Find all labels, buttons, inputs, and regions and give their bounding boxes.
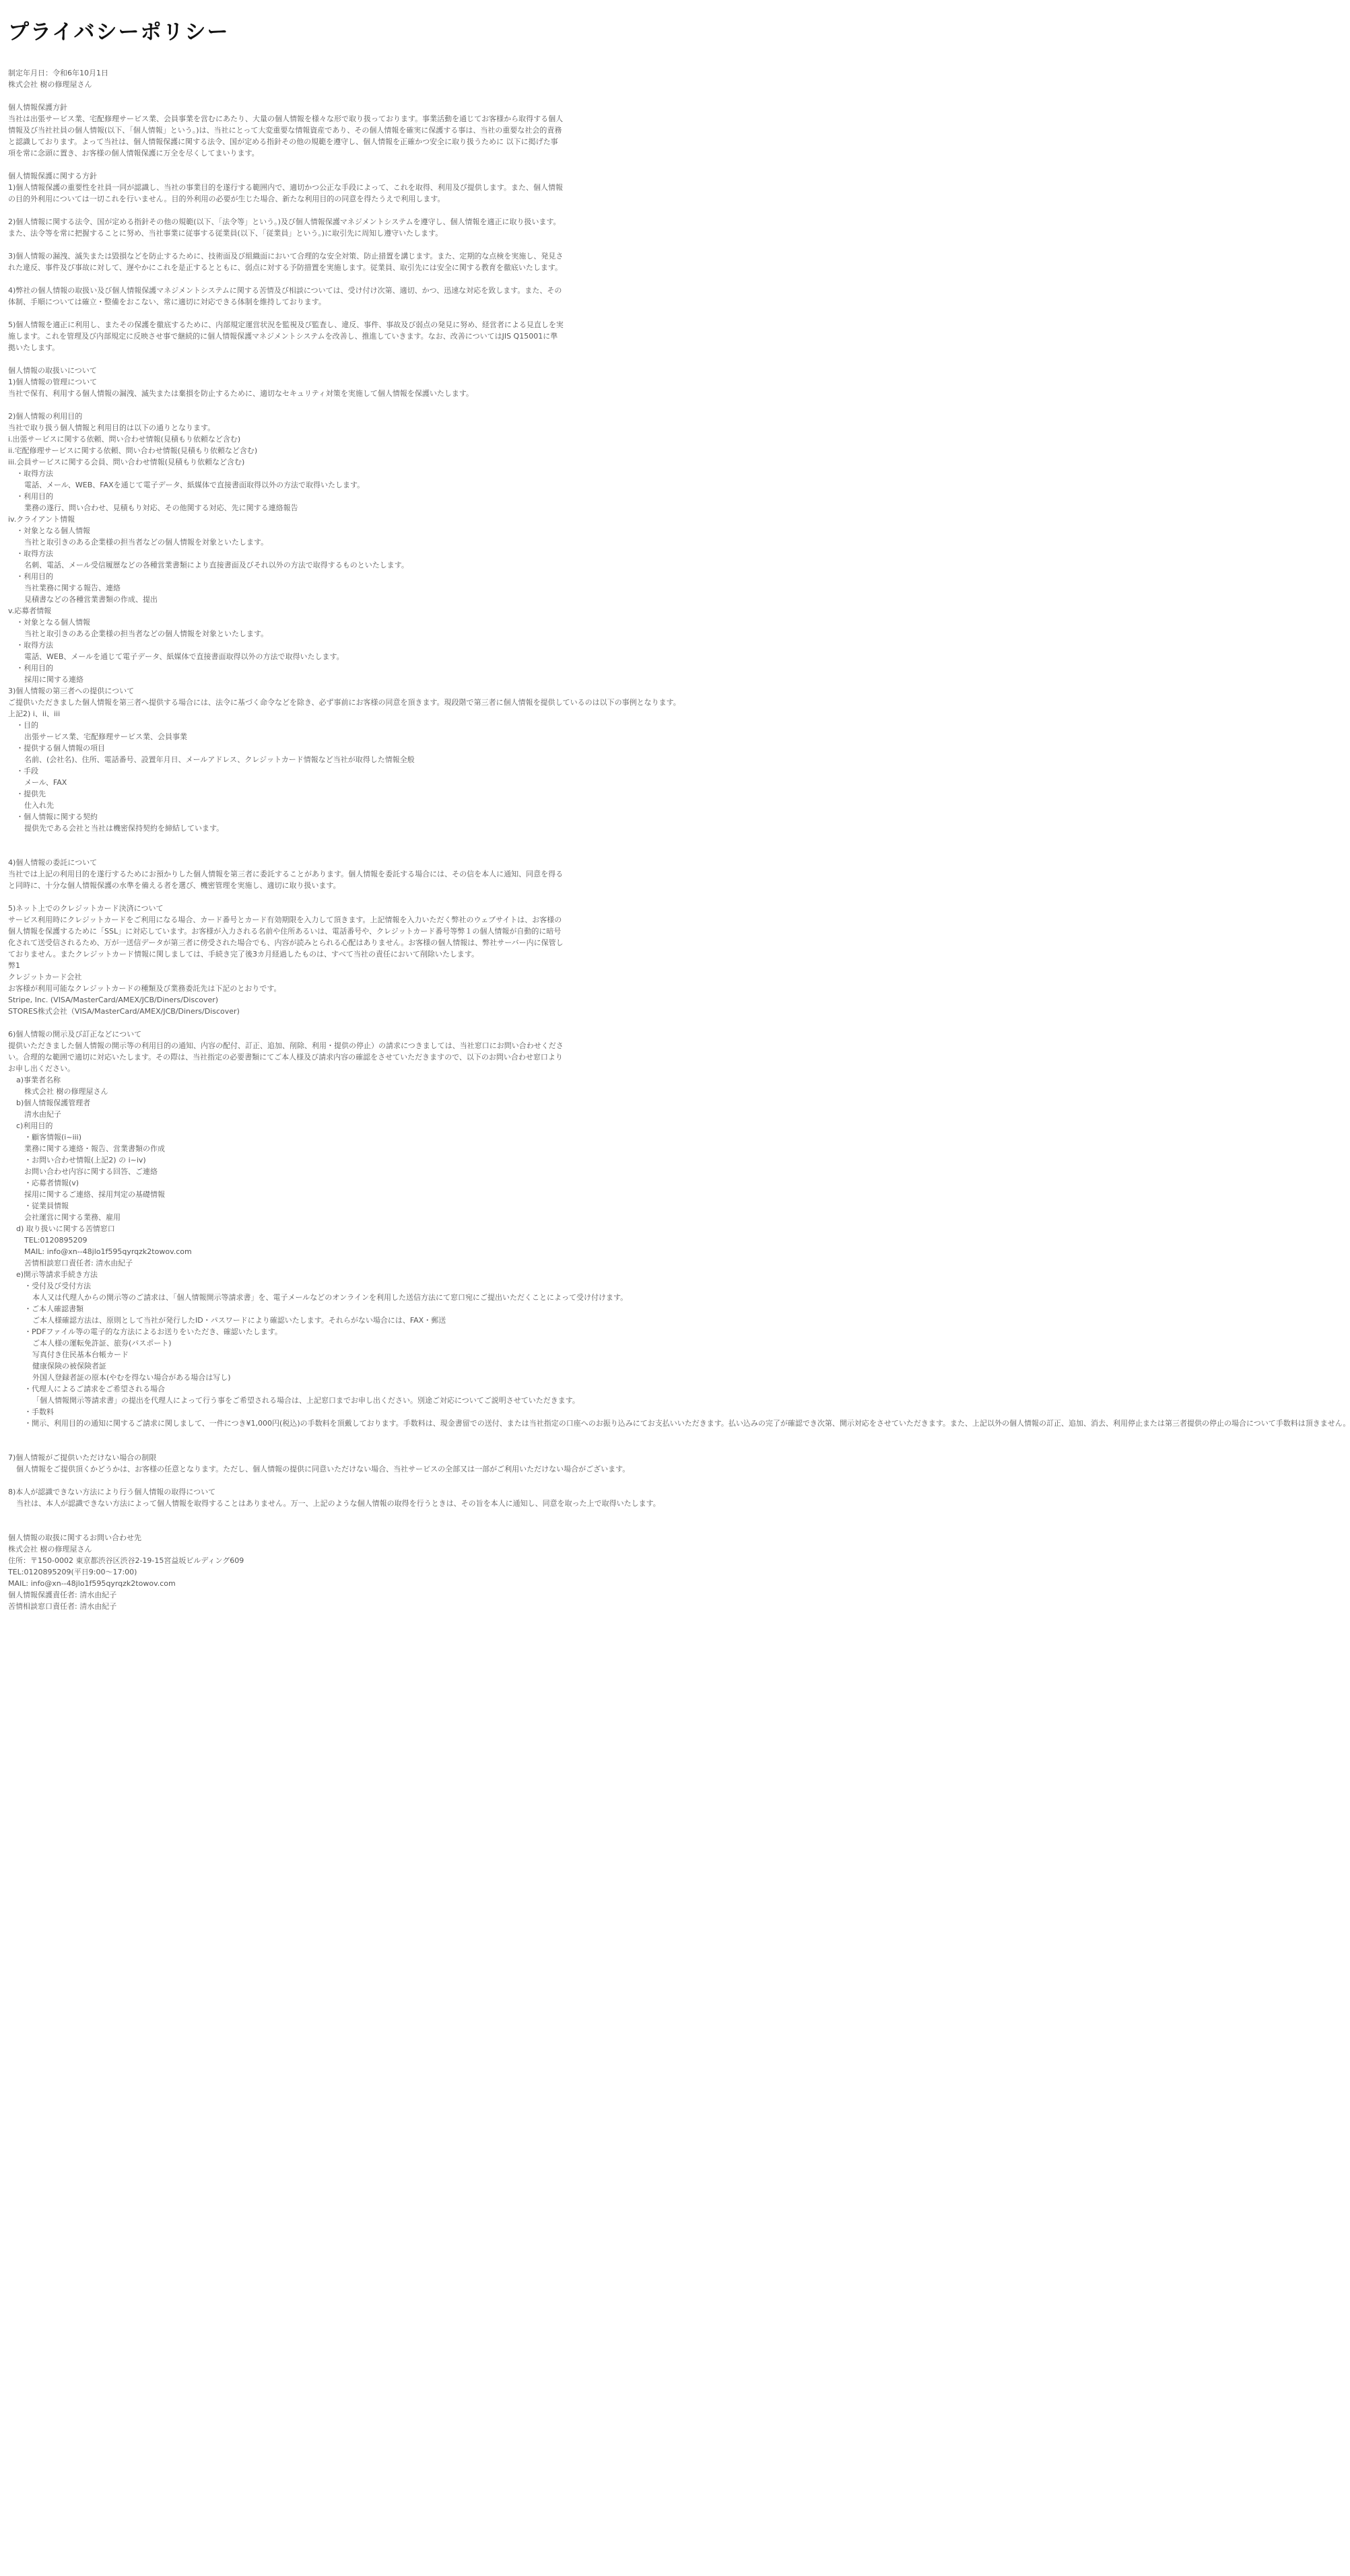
policy-line: 見積書などの各種営業書類の作成、提出 [24, 595, 158, 604]
blank-line [8, 834, 564, 845]
policy-line: 株式会社 樹の修理屋さん [8, 80, 92, 89]
policy-line: ご本人様確認方法は、原則として当社が発行したID・パスワードにより確認いたします。それらがない場合には、FAX・郵送 [32, 1316, 446, 1325]
policy-line: 個人情報の取扱いについて [8, 366, 97, 375]
policy-line: 4)弊社の個人情報の取扱い及び個人情報保護マネジメントシステムに関する苦情及び相談については、受け付け次第、適切、かつ、迅速な対応を致します。また、その体制、手順については確立・整備をおこない、常に適切に対応できる体制を維持しております。 [8, 286, 562, 306]
policy-line: a)事業者名称 [16, 1076, 61, 1084]
policy-line: 当社と取引きのある企業様の担当者などの個人情報を対象といたします。 [24, 538, 269, 547]
blank-line [8, 159, 564, 170]
policy-line: お問い合わせ内容に関する回答、ご連絡 [24, 1167, 158, 1176]
policy-line: ・利用目的 [16, 492, 53, 501]
policy-line: 採用に関するご連絡、採用判定の基礎情報 [24, 1190, 165, 1199]
policy-line: 弊1 [8, 961, 20, 970]
policy-line: 外国人登録者証の原本(やむを得ない場合がある場合は写し) [32, 1373, 231, 1382]
policy-line: 苦情相談窓口責任者: 清水由紀子 [24, 1259, 133, 1267]
policy-line: 3)個人情報の漏洩、滅失または毀損などを防止するために、技術面及び組織面において合理的な安全対策、防止措置を講じます。また、定期的な点検を実施し、発見された違反、事件及び事故に対して、遅やかにこれを是正するとともに、弱点に対する予防措置を実施します。従業員、取引先には安全に関する教育を徹底いたします。 [8, 252, 564, 272]
policy-line: 7)個人情報がご提供いただけない場合の制限 [8, 1453, 157, 1462]
policy-line: 苦情相談窓口責任者: 清水由紀子 [8, 1602, 117, 1611]
blank-line [8, 273, 564, 285]
policy-line: v.応募者情報 [8, 606, 52, 615]
policy-line: 当社では上記の利用目的を遂行するためにお預かりした個人情報を第三者に委託することがあります。個人情報を委託する場合には、その信を本人に通知、同意を得ると同時に、十分な個人情報保護の水準を備える者を選び、機密管理を実施し、適切に取り扱います。 [8, 870, 564, 890]
policy-line: ・お問い合わせ情報(上記2) の i~iv) [24, 1156, 146, 1164]
policy-line: 当社は、本人が認識できない方法によって個人情報を取得することはありません。万一、上記のような個人情報の取得を行うときは、その旨を本人に通知し、同意を取った上で取得いたします。 [16, 1499, 661, 1508]
blank-line [8, 1429, 564, 1440]
policy-line: ・ご本人確認書類 [24, 1304, 83, 1313]
policy-line: ・応募者情報(v) [24, 1179, 79, 1187]
policy-line: ・目的 [16, 721, 38, 730]
policy-line: 会社運営に関する業務、雇用 [24, 1213, 121, 1222]
blank-line [8, 90, 564, 102]
policy-line: メール、FAX [24, 778, 67, 787]
policy-line: 健康保険の被保険者証 [32, 1362, 106, 1370]
policy-line: ・提供する個人情報の項目 [16, 744, 105, 753]
policy-line: 電話、WEB、メールを通じて電子データ、紙媒体で直接書面取得以外の方法で取得いたします。 [24, 652, 344, 661]
policy-line: 清水由紀子 [24, 1110, 61, 1119]
policy-line: 5)個人情報を適正に利用し、またその保護を徹底するために、内部規定運営状況を監視及び監査し、違反、事件、事故及び弱点の発見に努め、経営者による見直しを実施します。これを管理及び内部規定に反映させ事で継続的に個人情報保護マネジメントシステムを改善し、推進していきます。なお、改善についてはJIS Q15001に準拠いたします。 [8, 320, 564, 352]
policy-line: 当社で保有、利用する個人情報の漏洩、滅失または棄損を防止するために、適切なセキュリティ対策を実施して個人情報を保護いたします。 [8, 389, 474, 398]
policy-line: 提供先である会社と当社は機密保持契約を締結しています。 [24, 824, 224, 833]
policy-line: ・利用目的 [16, 664, 53, 672]
policy-line: お客様が利用可能なクレジットカードの種類及び業務委託先は下記のとおりです。 [8, 984, 281, 993]
policy-line: ・顧客情報(i~iii) [24, 1133, 82, 1142]
policy-line: 1)個人情報保護の重要性を社員一同が認識し、当社の事業目的を遂行する範囲内で、適切かつ公正な手段によって、これを取得、利用及び提供します。また、個人情報の目的外利用については一切これを行いません。目的外利用の必要が生じた場合、新たな利用目的の同意を得たうえで利用します。 [8, 183, 563, 203]
policy-line: ・代理人によるご請求をご希望される場合 [24, 1385, 165, 1393]
policy-line: サービス利用時にクレジットカードをご利用になる場合、カード番号とカード有効期限を入力して頂きます。上記情報を入力いただく弊社のウェブサイトは、お客様の個人情報を保護するために「SSL」に対応しています。お客様が入力される名前や住所あるいは、電話番号や、クレジットカード番号等弊１の個人情報が自動的に暗号化されて送受信されるため、万が一送信データが第三者に傍受された場合でも、内容が読みとられる心配はありません。お客様の個人情報は、弊社サーバー内に保管しておりません。またクレジットカード情報に関しましては、手続き完了後3カ月経過したものは、すべて当社の責任において削除いたします。 [8, 915, 564, 959]
policy-line: 個人情報保護に関する方針 [8, 172, 97, 180]
policy-line: 個人情報をご提供頂くかどうかは、お客様の任意となります。ただし、個人情報の提供に同意いただけない場合、当社サービスの全部又は一部がご利用いただけない場合がございます。 [16, 1465, 630, 1473]
policy-line: 当社で取り扱う個人情報と利用目的は以下の通りとなります。 [8, 423, 215, 432]
policy-line: ・受付及び受付方法 [24, 1282, 91, 1290]
policy-line: 本人又は代理人からの開示等のご請求は、「個人情報開示等請求書」を、電子メールなどのオンラインを利用した送信方法にて窓口宛にご提出いただくことによって受け付けます。 [32, 1293, 628, 1302]
blank-line [8, 1521, 564, 1532]
policy-line: TEL:0120895209 [24, 1236, 88, 1245]
policy-line: 個人情報の取扱に関するお問い合わせ先 [8, 1533, 141, 1542]
blank-line [8, 1440, 564, 1452]
policy-line: 当社と取引きのある企業様の担当者などの個人情報を対象といたします。 [24, 629, 269, 638]
blank-line [8, 399, 564, 411]
policy-line: Stripe, Inc. (VISA/MasterCard/AMEX/JCB/Diners/Discover) [8, 996, 219, 1004]
policy-line: ・開示、利用目的の通知に関するご請求に関しまして、一件につき¥1,000円(税込)の手数料を頂戴しております。手数料は、現金書留での送付、または当社指定の口座へのお振り込みにてお支払いいただきます。払い込みの完了が確認でき次第、開示対応をさせていただきます。また、上記以外の個人情報の訂正、追加、消去、利用停止または第三者提供の停止の場合について手数料は頂きません。 [24, 1419, 1350, 1428]
policy-line: 当社は出張サービス業、宅配修理サービス業、会員事業を営むにあたり、大量の個人情報を様々な形で取り扱っております。事業活動を通じてお客様から取得する個人情報及び当社社員の個人情報(以下、「個人情報」という。)は、当社にとって大変重要な情報資産であり、その個人情報を確実に保護する事は、当社の重要な社会的責務と認識しております。よって当社は、個人情報保護に関する法令、国が定める指針その他の規範を遵守し、個人情報を正確かつ安全に取り扱うために 以下に掲げた事項を常に念頭に置き、お客様の個人情報保護に万全を尽くしてまいります。 [8, 114, 564, 158]
policy-line: 個人情報保護責任者: 清水由紀子 [8, 1591, 117, 1599]
policy-line: 制定年月日：令和6年10月1日 [8, 69, 108, 77]
policy-line: 8)本人が認識できない方法により行う個人情報の取得について [8, 1488, 216, 1496]
policy-line: i.出張サービスに関する依頼、問い合わせ情報(見積もり依頼など含む) [8, 435, 241, 444]
policy-line: 出張サービス業、宅配修理サービス業、会員事業 [24, 732, 187, 741]
policy-line: 株式会社 樹の修理屋さん [24, 1087, 108, 1096]
policy-line: d) 取り扱いに関する苦情窓口 [16, 1224, 115, 1233]
policy-line: TEL:0120895209(平日9:00〜17:00) [8, 1568, 137, 1576]
policy-line: 株式会社 樹の修理屋さん [8, 1545, 92, 1554]
policy-line: c)利用目的 [16, 1121, 53, 1130]
policy-line: ・利用目的 [16, 572, 53, 581]
policy-line: iv.クライアント情報 [8, 515, 75, 524]
policy-line: 業務に関する連絡・報告、営業書類の作成 [24, 1144, 165, 1153]
policy-line: 1)個人情報の管理について [8, 378, 98, 386]
blank-line [8, 308, 564, 319]
policy-line: 5)ネット上でのクレジットカード決済について [8, 904, 164, 913]
blank-line [8, 239, 564, 250]
policy-line: ・対象となる個人情報 [16, 526, 90, 535]
policy-line: 2)個人情報の利用目的 [8, 412, 83, 421]
policy-line: 2)個人情報に関する法令、国が定める指針その他の規範(以下、「法令等」という。)及び個人情報保護マネジメントシステムを遵守し、個人情報を適正に取り扱います。また、法令等を常に把握することに努め、当社事業に従事する従業員(以下、「従業員」という。)に取引先に周知し遵守いたします。 [8, 217, 561, 238]
policy-line: 提供いただきました個人情報の開示等の利用目的の通知、内容の配付、訂正、追加、削除、利用・提供の停止）の請求につきましては、当社窓口にお問い合わせください。合理的な範囲で適切に対応いたします。その際は、当社指定の必要書類にてご本人様及び請求内容の確認をさせていただきますので、以下のお問い合わせ窓口よりお申し出ください。 [8, 1041, 564, 1073]
policy-line: ・PDFファイル等の電子的な方法によるお送りをいただき、確認いたします。 [24, 1327, 282, 1336]
policy-line: 当社業務に関する報告、連絡 [24, 584, 121, 592]
policy-line: iii.会員サービスに関する会員、問い合わせ情報(見積もり依頼など含む) [8, 458, 245, 466]
policy-line: ・手数料 [24, 1407, 54, 1416]
blank-line [8, 891, 564, 903]
policy-line: STORES株式会社（VISA/MasterCard/AMEX/JCB/Diners/Discover) [8, 1007, 240, 1016]
policy-line: ・提供先 [16, 790, 46, 798]
policy-line: 採用に関する連絡 [24, 675, 83, 684]
policy-line: ・取得方法 [16, 469, 53, 478]
policy-line: 4)個人情報の委託について [8, 858, 98, 867]
policy-line: 仕入れ先 [24, 801, 54, 810]
policy-line: 「個人情報開示等請求書」の提出を代理人によって行う事をご希望される場合は、上記窓口までお申し出ください。別途ご対応についてご説明させていただきます。 [32, 1396, 580, 1405]
page-title: プライバシーポリシー [8, 20, 230, 44]
policy-line: クレジットカード会社 [8, 973, 82, 981]
policy-line: ・従業員情報 [24, 1202, 69, 1210]
policy-line: b)個人情報保護管理者 [16, 1099, 91, 1107]
blank-line [8, 1017, 564, 1029]
policy-line: 名刺、電話、メール受信履歴などの各種営業書類により直接書面及びそれ以外の方法で取得するものといたします。 [24, 561, 409, 569]
blank-line [8, 353, 564, 365]
policy-line: ・個人情報に関する契約 [16, 812, 98, 821]
policy-line: 業務の遂行、問い合わせ、見積もり対応、その他関する対応、先に関する連絡報告 [24, 503, 298, 512]
policy-line: MAIL: info@xn--48jlo1f595qyrqzk2towov.com [8, 1579, 176, 1588]
policy-line: ・手段 [16, 767, 38, 775]
policy-line: ii.宅配修理サービスに関する依頼、問い合わせ情報(見積もり依頼など含む) [8, 446, 258, 455]
policy-line: MAIL: info@xn--48jlo1f595qyrqzk2towov.com [24, 1247, 192, 1256]
policy-line: ・対象となる個人情報 [16, 618, 90, 627]
policy-line: 電話、メール、WEB、FAXを通じて電子データ、紙媒体で直接書面取得以外の方法で取得いたします。 [24, 481, 365, 489]
policy-line: ご提供いただきました個人情報を第三者へ提供する場合には、法令に基づく命令などを除き、必ず事前にお客様の同意を頂きます。現段階で第三者に個人情報を提供しているのは以下の事例となります。 [8, 698, 681, 707]
blank-line [8, 1509, 564, 1521]
policy-line: 3)個人情報の第三者への提供について [8, 687, 135, 695]
policy-line: ご本人様の運転免許証、旅券(パスポート) [32, 1339, 172, 1348]
policy-line: ・取得方法 [16, 641, 53, 650]
policy-document [8, 67, 1350, 1612]
policy-line: ・取得方法 [16, 549, 53, 558]
policy-line: 個人情報保護方針 [8, 103, 67, 112]
policy-line: 写真付き住民基本台帳カード [32, 1350, 129, 1359]
policy-line: 上記2) i、ii、iii [8, 709, 61, 718]
blank-line [8, 845, 564, 857]
policy-line: 6)個人情報の開示及び訂正などについて [8, 1030, 142, 1039]
policy-line: 名前、(会社名)、住所、電話番号、設置年月日、メールアドレス、クレジットカード情報など当社が取得した情報全般 [24, 755, 415, 764]
policy-line: e)開示等請求手続き方法 [16, 1270, 98, 1279]
blank-line [8, 1475, 564, 1486]
policy-line: 住所：〒150-0002 東京都渋谷区渋谷2-19-15宮益坂ビルディング609 [8, 1556, 244, 1565]
blank-line [8, 205, 564, 216]
